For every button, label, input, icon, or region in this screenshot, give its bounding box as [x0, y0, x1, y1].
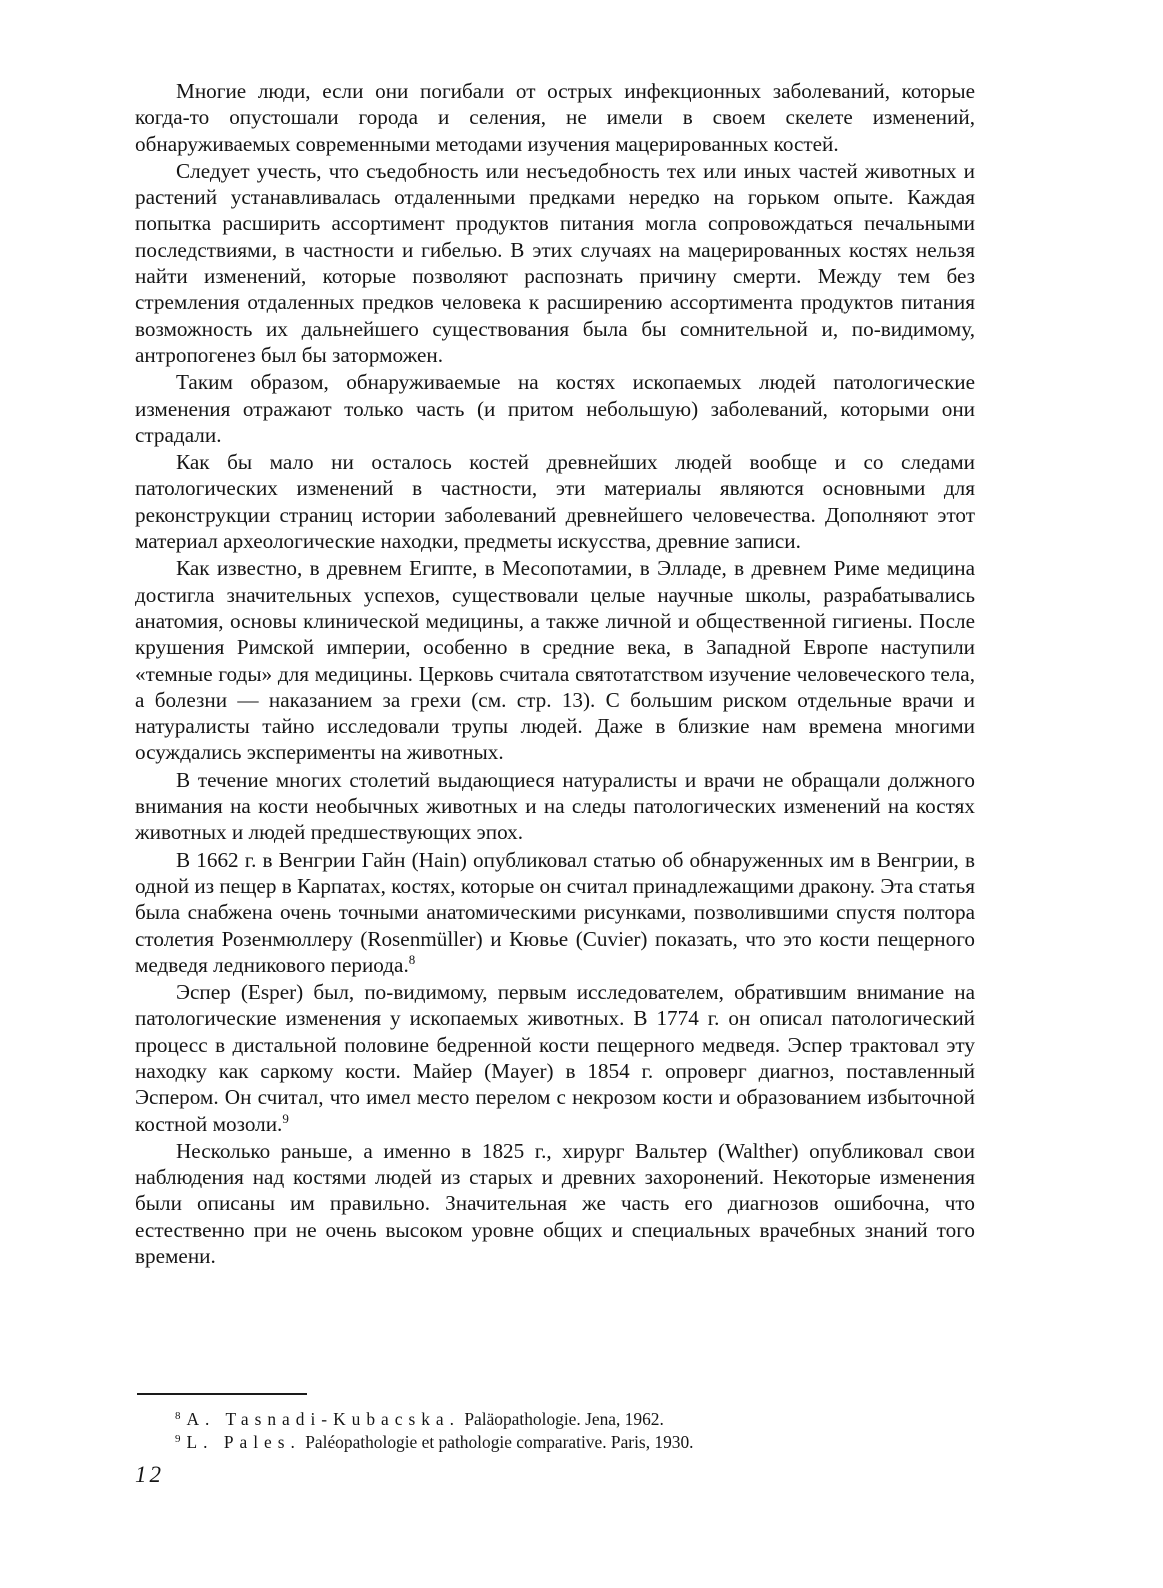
footnote-reference-9[interactable]: 9: [282, 1110, 289, 1126]
paragraph-text: Несколько раньше, а именно в 1825 г., хирург Вальтер (Walther) опубликовал свои наблюдения над костями людей из старых и древних захоронений. Некоторые изменения были описаны им правильно. Значительная же часть его диагнозов ошибочна, что естественно при не очень высоком уровне общих и специальных врачебных знаний того времени.: [135, 1138, 975, 1269]
paragraph-1: [135, 78, 975, 157]
footnote-source: Paläopathologie. Jena, 1962.: [464, 1409, 664, 1429]
paragraph-7: [135, 847, 975, 978]
paragraph-text: Эспер (Esper) был, по-видимому, первым исследователем, обратившим внимание на патологические изменения у ископаемых животных. В 1774 г. он описал патологический процесс в дистальной половине бедренной кости пещерного медведя. Эспер трактовал эту находку как саркому кости. Майер (Mayer) в 1854 г. опроверг диагноз, поставленный Эспером. Он считал, что имел место перелом с некрозом кости и образованием избыточной костной мозоли.: [135, 980, 975, 1136]
footnote-author: L. Pales.: [186, 1432, 301, 1452]
paragraph-text: Многие люди, если они погибали от острых инфекционных заболеваний, которые когда-то опустошали города и селения, не имели в своем скелете изменений, обнаруживаемых современными методами изучения мацерированных костей.: [135, 79, 975, 156]
paragraph-6: [135, 767, 975, 846]
paragraph-8: [135, 979, 975, 1137]
footnote-source: Paléopathologie et pathologie comparative. Paris, 1930.: [305, 1432, 694, 1452]
paragraph-5: [135, 555, 975, 765]
page-number: 12: [135, 1462, 164, 1487]
footnote-number: 9: [175, 1433, 181, 1445]
footnotes: [175, 1408, 955, 1454]
paragraph-text: В течение многих столетий выдающиеся натуралисты и врачи не обращали должного внимания на кости необычных животных и на следы патологических изменений на костях животных и людей предшествующих эпох.: [135, 767, 975, 845]
footnote-divider: [137, 1393, 307, 1395]
footnote-reference-8[interactable]: 8: [408, 951, 416, 967]
paragraph-9: [135, 1138, 975, 1269]
footnote-9: [175, 1431, 955, 1454]
paragraph-text: Следует учесть, что съедобность или несъедобность тех или иных частей животных и растений устанавливалась отдаленными предками нередко на горьком опыте. Каждая попытка расширить ассортимент продуктов питания могла сопровождаться печальными последствиями, в частности и гибелью. В этих случаях на мацерированных костях нельзя найти изменений, которые позволяют распознать причину смерти. Между тем без стремления отдаленных предков человека к расширению ассортимента продуктов питания возможность их дальнейшего существования была бы сомнительной и, по-видимому, антропогенез был бы заторможен.: [135, 158, 975, 367]
paragraph-text: Как известно, в древнем Египте, в Месопотамии, в Элладе, в древнем Риме медицина достигла значительных успехов, существовали целые научные школы, разрабатывались анатомия, основы клинической медицины, а также личной и общественной гигиены. После крушения Римской империи, особенно в средние века, в Западной Европе наступили «темные годы» для медицины. Церковь считала святотатством изучение человеческого тела, а болезни — наказанием за грехи (см. стр. 13). С большим риском отдельные врачи и натуралисты тайно исследовали трупы людей. Даже в близкие нам времена многими осуждались эксперименты на животных.: [135, 556, 975, 765]
footnote-8: [175, 1408, 955, 1431]
paragraph-2: [135, 158, 975, 368]
paragraph-text: В 1662 г. в Венгрии Гайн (Hain) опубликовал статью об обнаруженных им в Венгрии, в одной из пещер в Карпатах, костях, которые он считал принадлежащими дракону. Эта статья была снабжена очень точными анатомическими рисунками, позволившими спустя полтора столетия Розенмюллеру (Rosenmüller) и Кювье (Cuvier) показать, что это кости пещерного медведя ледникового периода.: [135, 847, 975, 977]
paragraph-text: Как бы мало ни осталось костей древнейших людей вообще и со следами патологических изменений в частности, эти материалы являются основными для реконструкции страниц истории заболеваний древнейшего человечества. Дополняют этот материал археологические находки, предметы искусства, древние записи.: [135, 450, 975, 554]
paragraph-text: Таким образом, обнаруживаемые на костях ископаемых людей патологические изменения отражают только часть (и притом небольшую) заболеваний, которыми они страдали.: [135, 370, 975, 447]
paragraph-3: [135, 369, 975, 448]
paragraph-4: [135, 449, 975, 554]
footnote-author: A. Tasnadi-Kubacska.: [186, 1409, 460, 1429]
footnote-number: 8: [175, 1410, 181, 1422]
body-text: [135, 78, 975, 1269]
